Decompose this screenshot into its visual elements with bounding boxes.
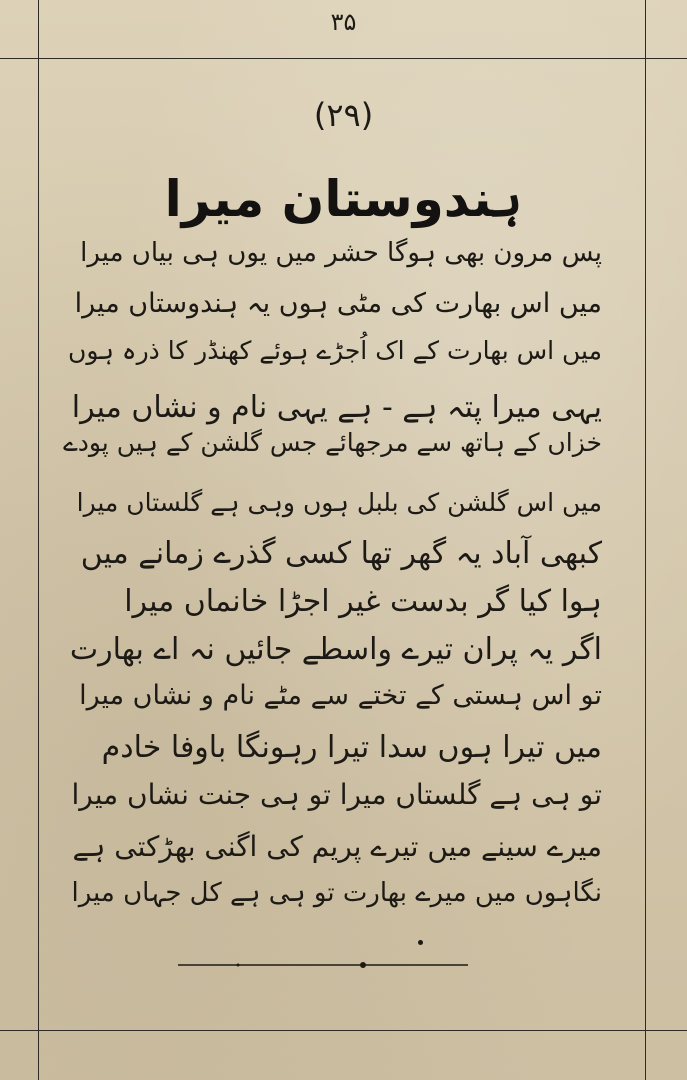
closing-ornament [178,960,468,970]
verse-line: اگر یہ پران تیرے واسطے جائیں نہ اے بھارت [69,632,602,667]
verse-line: تو ہی ہے گلستاں میرا تو ہی جنت نشاں میرا [71,778,602,811]
verse-line: میں تیرا ہوں سدا تیرا رہونگا باوفا خادم [101,730,602,765]
poem-number: (۲۹) [313,96,374,134]
top-rule [0,58,687,59]
verse-line: یہی میرا پتہ ہے - ہے یہی نام و نشاں میرا [71,390,602,425]
page-number: ۳۵ [330,8,357,36]
verse-line: میں اس بھارت کی مٹی ہوں یہ ہندوستاں میرا [74,288,602,319]
verse-line: کبھی آباد یہ گھر تھا کسی گذرے زمانے میں [80,536,602,571]
left-margin-rule [38,0,39,1080]
verse-line: میں اس گلشن کی بلبل ہوں وہی ہے گلستاں میرا [76,488,602,517]
verse-line: میرے سینے میں تیرے پریم کی اگنی بھڑکتی ہے [72,830,602,863]
verse-line: خزاں کے ہاتھ سے مرجھائے جس گلشن کے ہیں پودے [63,428,602,457]
verse-line: میں اس بھارت کے اک اُجڑے ہوئے کھنڈر کا ذرہ ہوں [68,336,602,365]
ornament-dot [418,940,423,945]
verse-line: نگاہوں میں میرے بھارت تو ہی ہے کل جہاں میرا [71,878,602,908]
poem-title: ہندوستان میرا [164,170,523,228]
verse-line: پس مرون بھی ہوگا حشر میں یوں ہی بیاں میرا [80,238,602,268]
right-margin-rule [645,0,646,1080]
verse-line: تو اس ہستی کے تختے سے مٹے نام و نشاں میرا [79,680,602,711]
bottom-rule [0,1030,687,1031]
verse-line: ہوا کیا گر بدست غیر اجڑا خانماں میرا [124,584,602,619]
